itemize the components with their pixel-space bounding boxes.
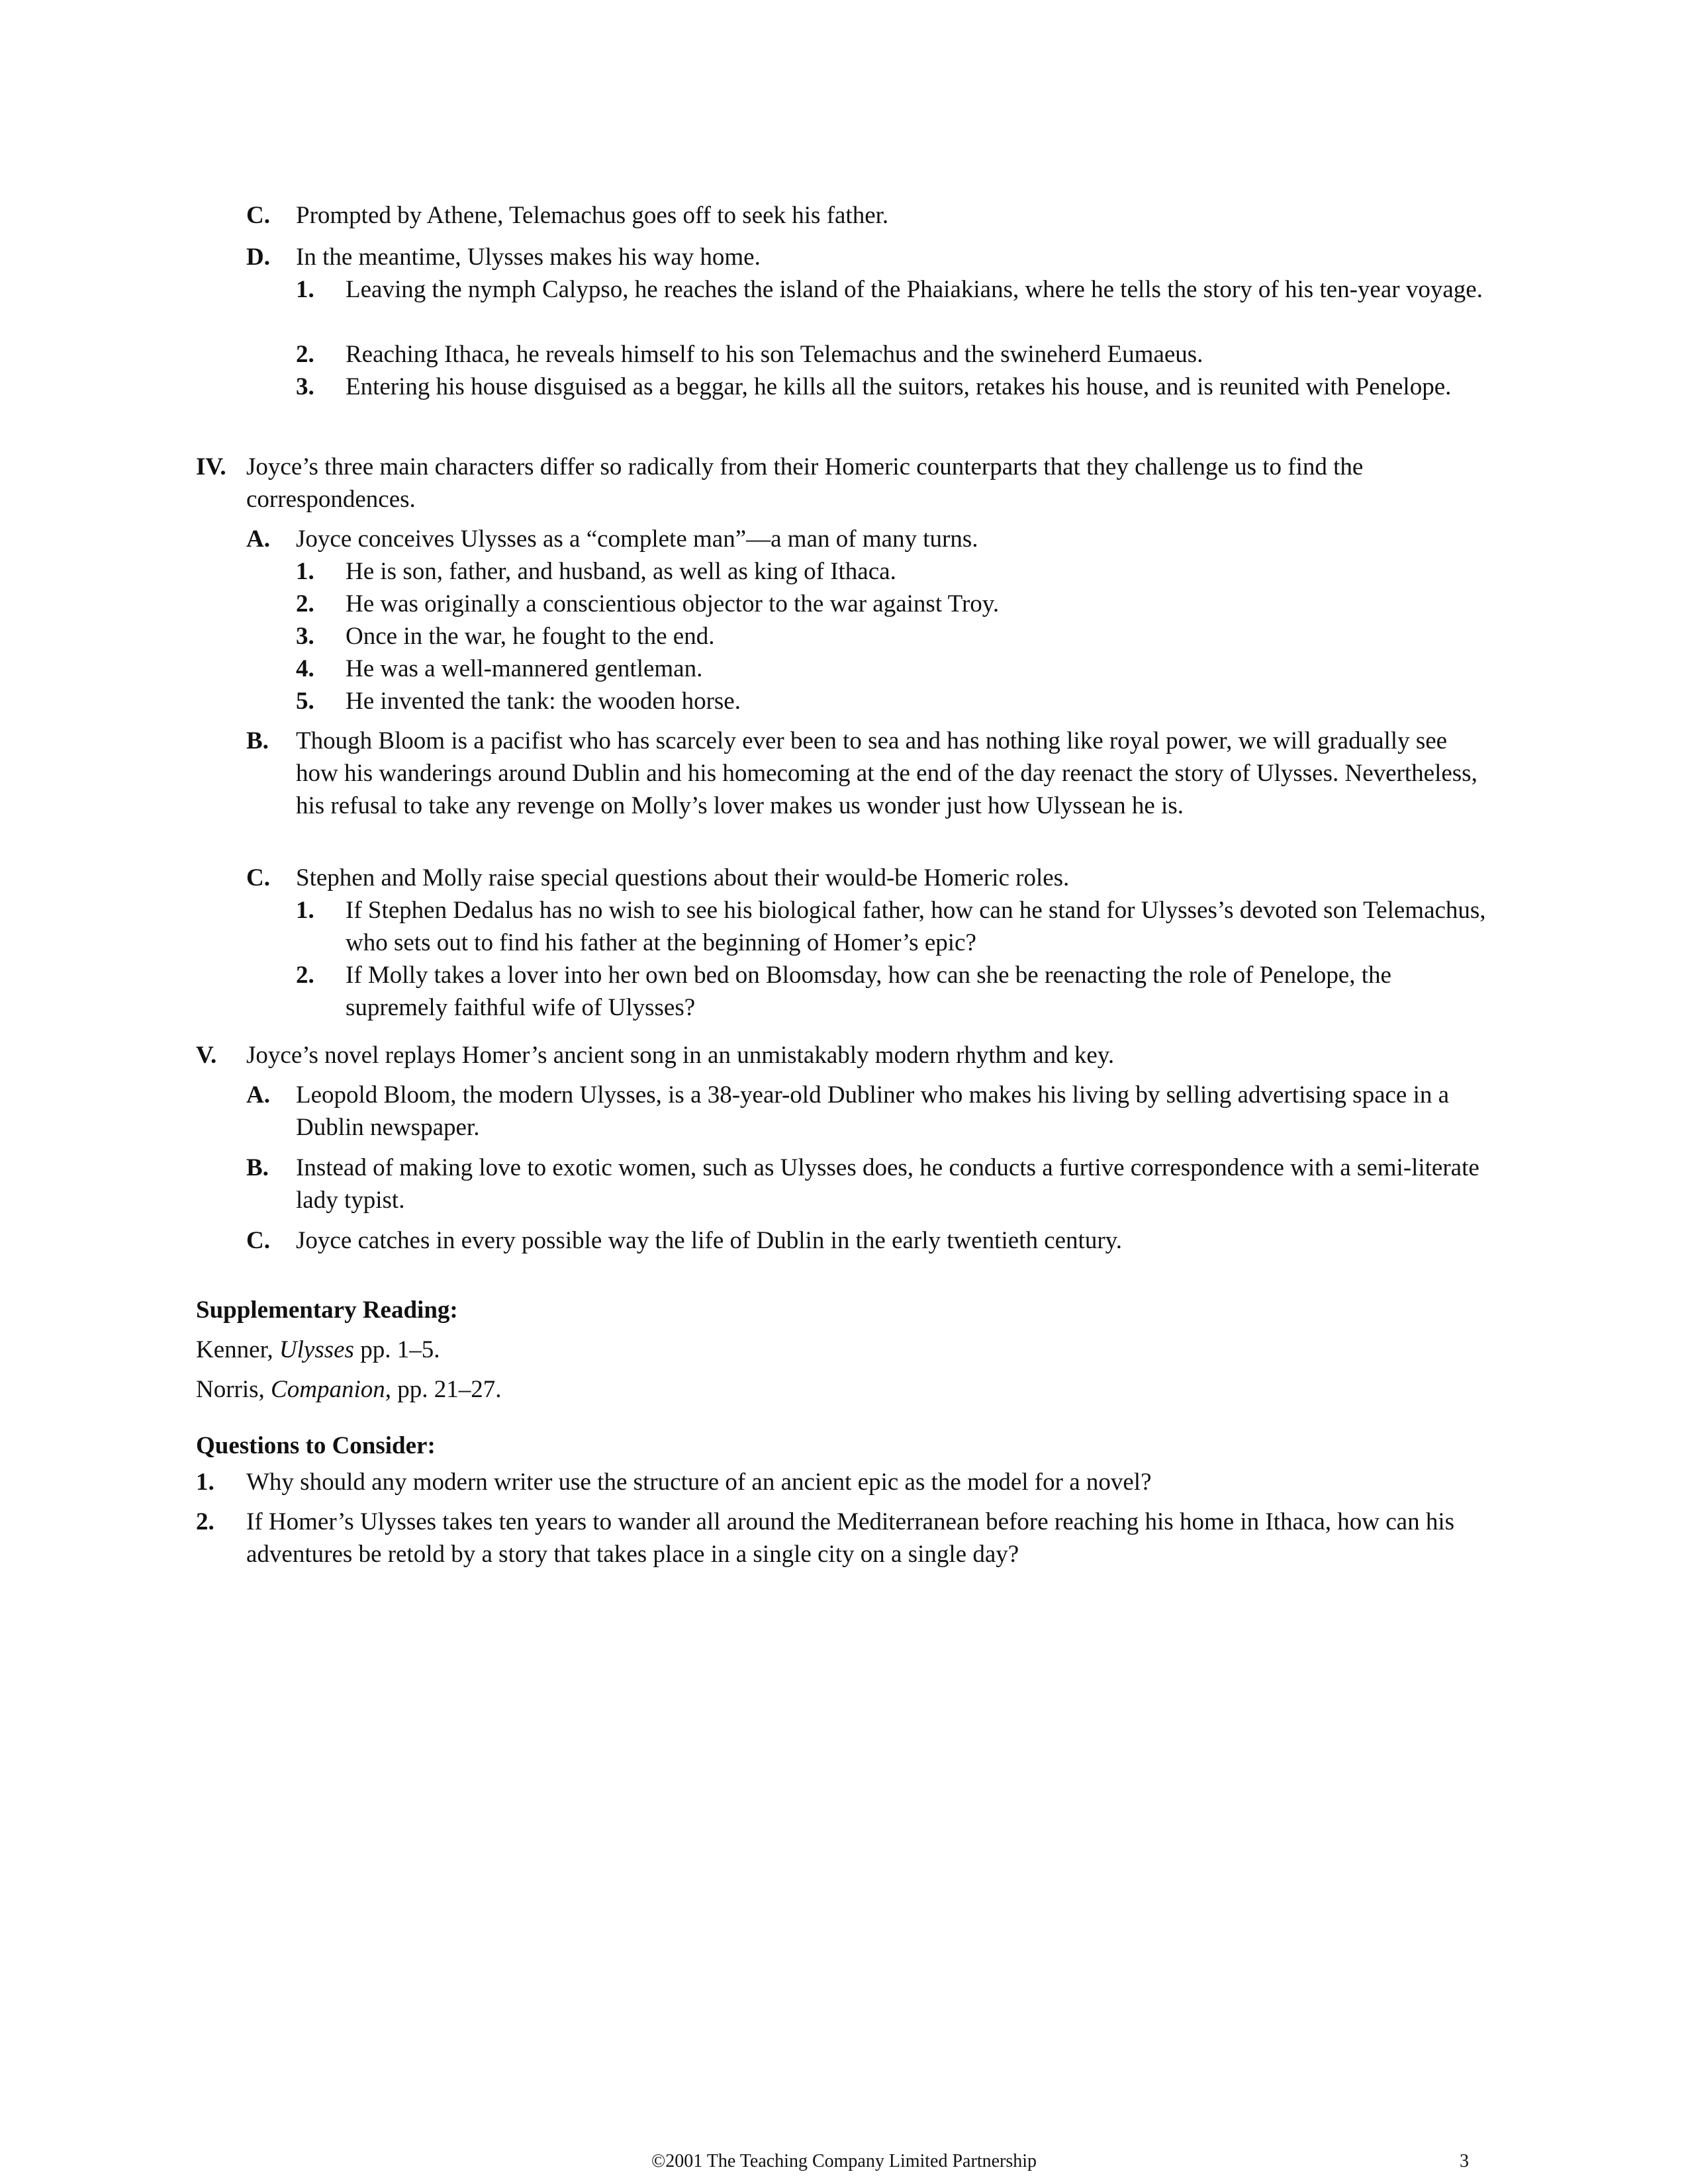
- item-label: 1.: [296, 897, 314, 924]
- item-text: Joyce conceives Ulysses as a “complete man”—a man of many turns.: [296, 525, 978, 553]
- ref-rest: , pp. 21–27.: [385, 1376, 502, 1403]
- item-text: Joyce catches in every possible way the life of Dublin in the early twentieth century.: [296, 1227, 1122, 1254]
- item-label: C.: [246, 1227, 270, 1254]
- item-label: IV.: [196, 453, 226, 480]
- item-label: D.: [246, 244, 270, 271]
- item-text: He was originally a conscientious objector to the war against Troy.: [346, 590, 1000, 617]
- item-text: Leaving the nymph Calypso, he reaches the island of the Phaiakians, where he tells the story of his ten-year voyage.: [346, 276, 1483, 303]
- item-label: 1.: [296, 558, 314, 585]
- item-text: Reaching Ithaca, he reveals himself to his son Telemachus and the swineherd Eumaeus.: [346, 341, 1203, 368]
- ref-title: Ulysses: [279, 1336, 354, 1363]
- item-text: Joyce’s novel replays Homer’s ancient song in an unmistakably modern rhythm and key.: [246, 1042, 1115, 1069]
- item-text: He is son, father, and husband, as well as king of Ithaca.: [346, 558, 896, 585]
- item-label: V.: [196, 1042, 217, 1069]
- item-text: He was a well-mannered gentleman.: [346, 655, 703, 682]
- item-text: Instead of making love to exotic women, such as Ulysses does, he conducts a furtive correspondence with a semi-literate lady typist.: [296, 1154, 1479, 1214]
- item-label: 2.: [296, 590, 314, 617]
- item-label: B.: [246, 1154, 269, 1181]
- item-text: He invented the tank: the wooden horse.: [346, 688, 741, 715]
- item-text: If Stephen Dedalus has no wish to see his biological father, how can he stand for Ulysses’s devoted son Telemachus, who sets out to find his father at the beginning of Homer’s epic?: [346, 897, 1486, 956]
- footer-copyright: ©2001 The Teaching Company Limited Partnership: [651, 2151, 1037, 2171]
- item-text: Though Bloom is a pacifist who has scarcely ever been to sea and has nothing like royal power, we will gradually see how his wanderings around Dublin and his homecoming at the end of the day reenact the story of Ulysses. Nevertheless, his refusal to take any revenge on Molly’s lover makes us wonder just how Ulyssean he is.: [296, 727, 1477, 819]
- item-label: A.: [246, 1081, 270, 1109]
- reference-entry: [196, 1373, 501, 1406]
- questions-heading: Questions to Consider:: [196, 1432, 436, 1459]
- item-text: Prompted by Athene, Telemachus goes off to seek his father.: [296, 202, 889, 229]
- item-text: In the meantime, Ulysses makes his way home.: [296, 244, 761, 271]
- item-label: C.: [246, 202, 270, 229]
- item-label: 3.: [296, 623, 314, 650]
- item-label: 2.: [296, 341, 314, 368]
- item-text: Stephen and Molly raise special questions about their would-be Homeric roles.: [296, 864, 1070, 891]
- ref-rest: pp. 1–5.: [353, 1336, 440, 1363]
- item-label: B.: [246, 727, 269, 754]
- item-label: C.: [246, 864, 270, 891]
- question-number: 1.: [196, 1469, 214, 1496]
- ref-author: Norris,: [196, 1376, 271, 1403]
- item-label: 2.: [296, 962, 314, 989]
- item-label: 3.: [296, 373, 314, 400]
- item-label: 5.: [296, 688, 314, 715]
- item-label: 1.: [296, 276, 314, 303]
- question-text: Why should any modern writer use the structure of an ancient epic as the model for a novel?: [246, 1469, 1152, 1496]
- reference-entry: [196, 1334, 440, 1366]
- question-text: If Homer’s Ulysses takes ten years to wander all around the Mediterranean before reaching his home in Ithaca, how can his adventures be retold by a story that takes place in a single city on a single day?: [246, 1508, 1455, 1568]
- ref-author: Kenner,: [196, 1336, 279, 1363]
- page-number: 3: [1460, 2151, 1469, 2171]
- item-text: Entering his house disguised as a beggar, he kills all the suitors, retakes his house, and is reunited with Penelope.: [346, 373, 1452, 400]
- supplementary-reading-heading: Supplementary Reading:: [196, 1297, 458, 1324]
- item-label: 4.: [296, 655, 314, 682]
- item-text: Once in the war, he fought to the end.: [346, 623, 715, 650]
- question-number: 2.: [196, 1508, 214, 1535]
- item-text: If Molly takes a lover into her own bed on Bloomsday, how can she be reenacting the role of Penelope, the supremely faithful wife of Ulysses?: [346, 962, 1391, 1021]
- item-label: A.: [246, 525, 270, 553]
- ref-title: Companion: [271, 1376, 385, 1403]
- item-text: Joyce’s three main characters differ so radically from their Homeric counterparts that they challenge us to find the correspondences.: [246, 453, 1364, 513]
- item-text: Leopold Bloom, the modern Ulysses, is a 38-year-old Dubliner who makes his living by selling advertising space in a Dublin newspaper.: [296, 1081, 1450, 1141]
